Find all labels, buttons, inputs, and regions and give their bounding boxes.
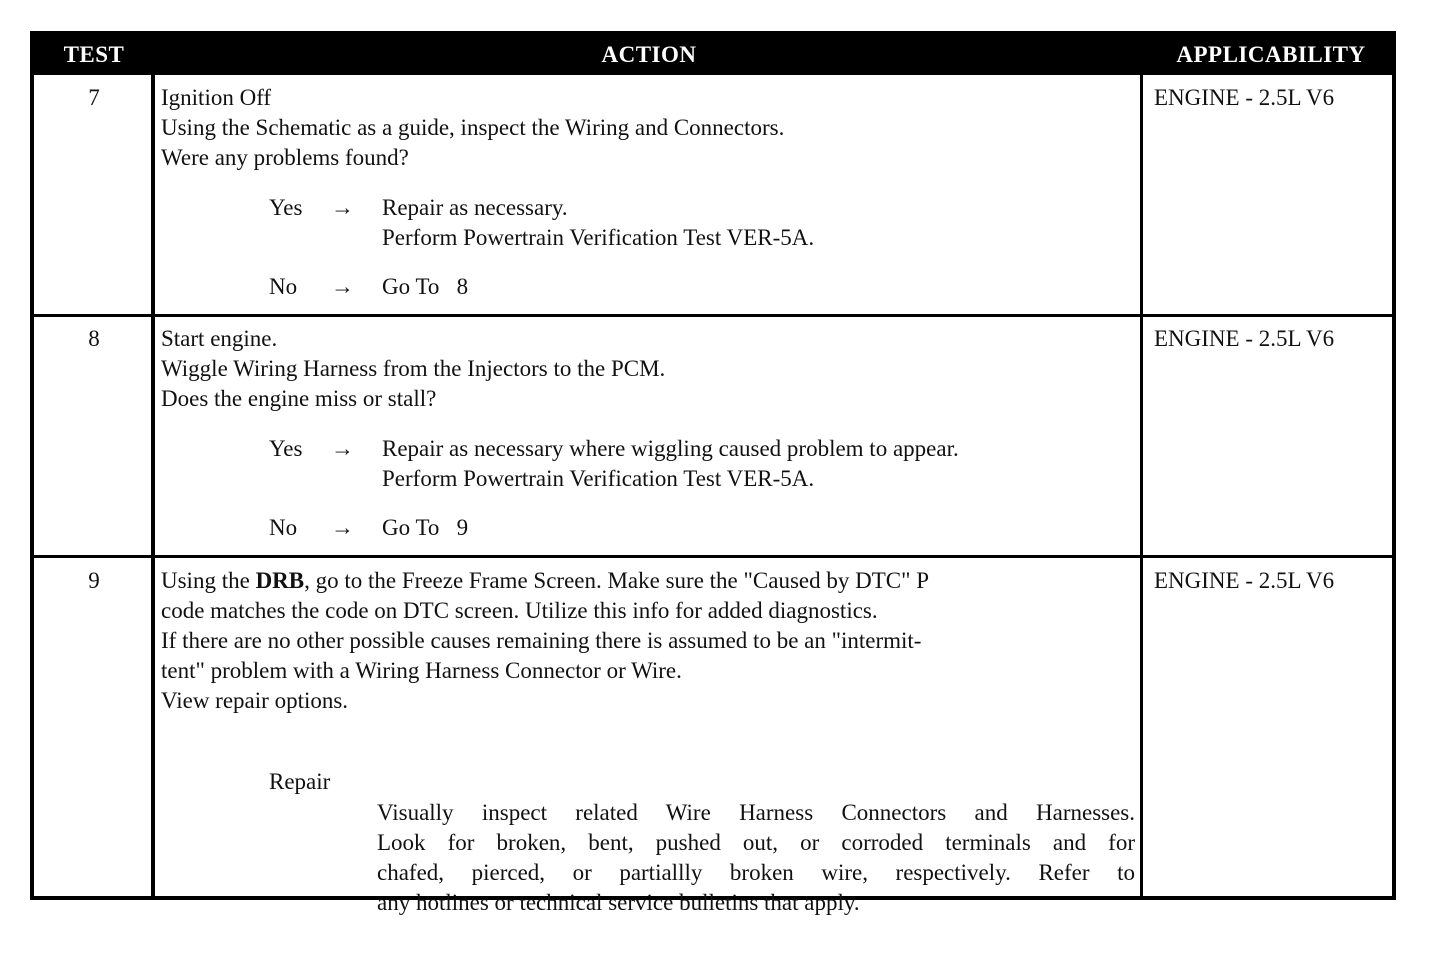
- repair-line: any hotlines or technical service bulletins that apply.: [377, 890, 860, 915]
- test-number: 9: [88, 568, 100, 593]
- repair-label: Repair: [269, 769, 331, 794]
- arrow-right-icon: →: [331, 515, 354, 540]
- yes-action-line: Repair as necessary where wiggling caused problem to appear.: [382, 436, 959, 461]
- test-number: 8: [88, 326, 100, 351]
- repair-line: Look for broken, bent, pushed out, or corroded terminals and for: [377, 830, 1135, 855]
- go-to-link[interactable]: Go To 8: [382, 274, 469, 299]
- action-text-segment: , go to the Freeze Frame Screen. Make sure the "Caused by DTC" P: [304, 568, 930, 593]
- table-header-row: [34, 35, 1392, 75]
- applicability-value: ENGINE - 2.5L V6: [1154, 85, 1335, 110]
- action-line: code matches the code on DTC screen. Utilize this info for added diagnostics.: [161, 598, 878, 623]
- action-line: Were any problems found?: [161, 145, 409, 170]
- action-text-segment: Using the: [161, 568, 256, 593]
- header-applicability: APPLICABILITY: [1176, 42, 1366, 67]
- yes-action-line: Repair as necessary.: [382, 195, 568, 220]
- drb-term: DRB: [255, 568, 305, 593]
- yes-branch: [269, 193, 1129, 253]
- action-line: Start engine.: [161, 326, 278, 351]
- applicability-value: ENGINE - 2.5L V6: [1154, 568, 1335, 593]
- repair-line: Visually inspect related Wire Harness Connectors and Harnesses.: [377, 800, 1135, 825]
- no-label: No: [269, 274, 298, 299]
- action-line: View repair options.: [161, 688, 349, 713]
- action-line: Ignition Off: [161, 85, 272, 110]
- action-line: Wiggle Wiring Harness from the Injectors to the PCM.: [161, 356, 666, 381]
- table-row-test-7: [34, 75, 1392, 317]
- action-text: [161, 566, 1136, 716]
- yes-branch: [269, 434, 1129, 494]
- table-row-test-8: [34, 317, 1392, 558]
- applicability-value: ENGINE - 2.5L V6: [1154, 326, 1335, 351]
- action-line: Does the engine miss or stall?: [161, 386, 437, 411]
- header-action: ACTION: [601, 42, 697, 67]
- arrow-right-icon: →: [331, 274, 354, 299]
- action-line: If there are no other possible causes remaining there is assumed to be an "intermit-: [161, 628, 922, 653]
- diagnostic-test-table: [30, 31, 1396, 915]
- yes-action-line: Perform Powertrain Verification Test VER-5A.: [382, 225, 815, 250]
- yes-action-line: Perform Powertrain Verification Test VER-5A.: [382, 466, 815, 491]
- no-label: No: [269, 515, 298, 540]
- arrow-right-icon: →: [331, 195, 354, 220]
- repair-instructions: [377, 798, 1135, 918]
- action-line: tent" problem with a Wiring Harness Connector or Wire.: [161, 658, 682, 683]
- table-row-test-9: [34, 558, 1392, 915]
- go-to-link[interactable]: Go To 9: [382, 515, 469, 540]
- action-text: [161, 83, 1136, 173]
- no-branch: [269, 513, 1129, 543]
- action-line: Using the Schematic as a guide, inspect the Wiring and Connectors.: [161, 115, 785, 140]
- test-number: 7: [88, 85, 100, 110]
- arrow-right-icon: →: [331, 436, 354, 461]
- yes-label: Yes: [269, 195, 303, 220]
- action-line: [161, 566, 1136, 596]
- no-branch: [269, 272, 1129, 302]
- yes-label: Yes: [269, 436, 303, 461]
- header-test: TEST: [63, 42, 125, 67]
- repair-line: chafed, pierced, or partiallly broken wire, respectively. Refer to: [377, 860, 1135, 885]
- action-text: [161, 324, 1136, 414]
